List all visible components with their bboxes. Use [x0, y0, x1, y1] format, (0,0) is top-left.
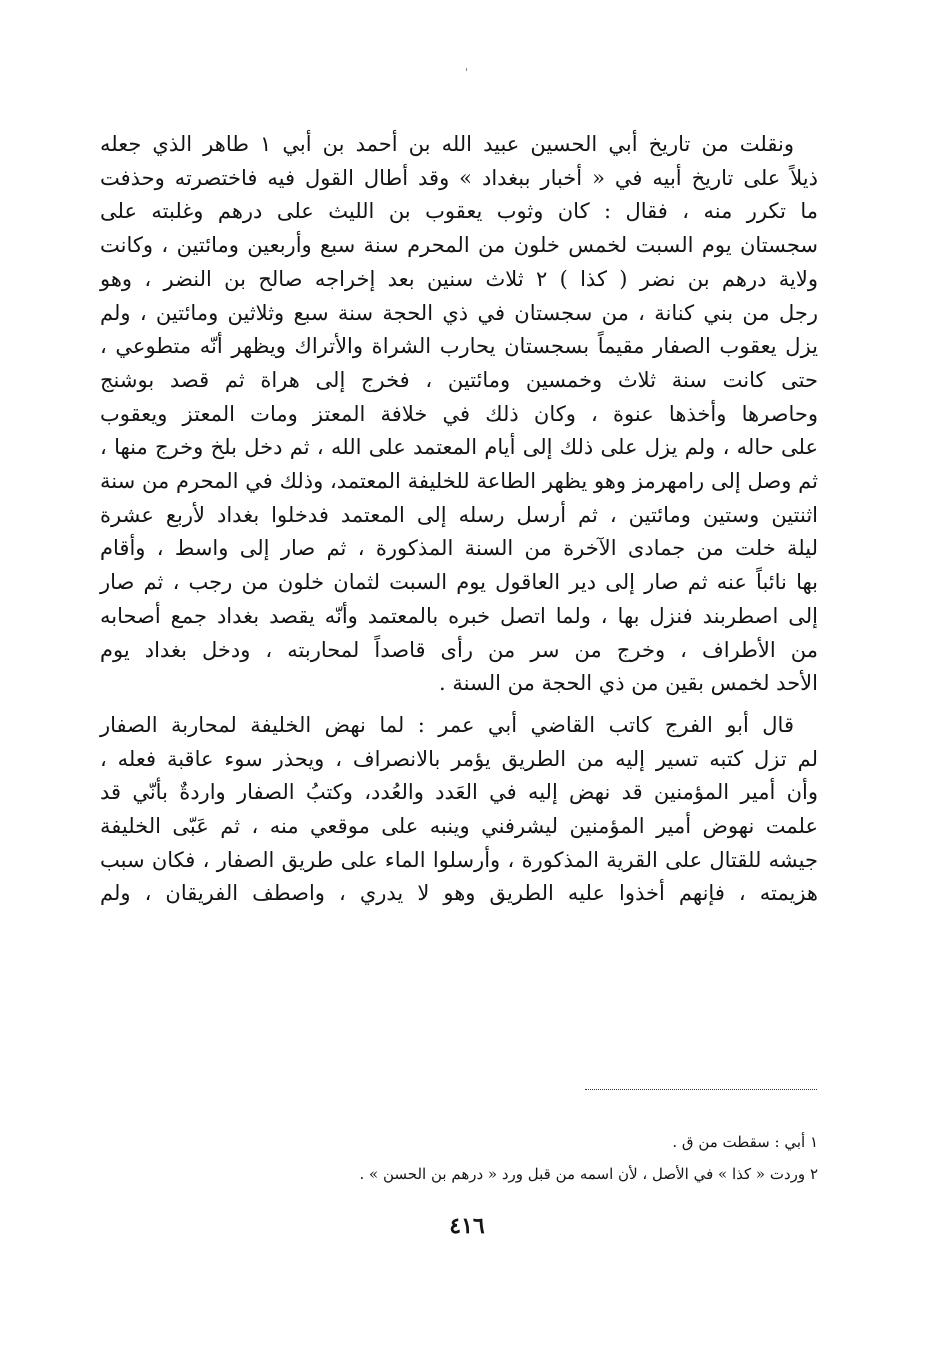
- paragraph-2: [100, 709, 818, 911]
- text-line: بها نائباً عنه ثم صار إلى دير العاقول يوم السبت لثمان خلون من رجب ، ثم صار: [100, 570, 818, 595]
- text-line: وحاصرها وأخذها عنوة ، وكان ذلك في خلافة المعتز ومات المعتز ويعقوب: [100, 401, 818, 426]
- text-line: لم تزل كتبه تسير إليه من الطريق يؤمر بالانصراف ، ويحذر سوء عاقبة فعله ،: [100, 746, 818, 771]
- text-line: حتى كانت سنة ثلاث وخمسين ومائتين ، فخرج إلى هراة ثم قصد بوشنج: [100, 367, 818, 392]
- text-line: ثم وصل إلى رامهرمز وهو يظهر الطاعة للخليفة المعتمد، وذلك في المحرم من سنة: [100, 469, 818, 494]
- footnote-1: ١ أبي : سقطت من ق .: [672, 1133, 818, 1151]
- text-line: وأن أمير المؤمنين قد نهض إليه في العَدد والعُدد، وكتبُ الصفار واردةٌ بأنّي قد: [100, 780, 819, 805]
- text-line: من الأطراف ، وخرج من سر من رأى قاصداً لمحاربته ، ودخل بغداد يوم: [100, 637, 818, 662]
- footnote-divider: [585, 1089, 817, 1090]
- text-line: ونقلت من تاريخ أبي الحسين عبيد الله بن أحمد بن أبي ١ طاهر الذي جعله: [100, 132, 794, 156]
- text-line: رجل من بني كنانة ، من سجستان في ذي الحجة سنة سبع وثلاثين ومائتين ، ولم: [100, 300, 818, 325]
- text-line: إلى اصطربند فنزل بها ، ولما اتصل خبره بالمعتمد وأنّه يقصد بغداد جمع أصحابه: [100, 603, 818, 628]
- main-text: [100, 128, 818, 911]
- text-line: اثنتين وستين ومائتين ، ثم أرسل رسله إلى المعتمد فدخلوا بغداد لأربع عشرة: [100, 502, 818, 527]
- text-line: هزيمته ، فإنهم أخذوا عليه الطريق وهو لا يدري ، واصطف الفريقان ، ولم: [100, 881, 818, 906]
- paragraph-1: [100, 128, 818, 701]
- footnotes: [258, 1126, 818, 1190]
- text-line: على حاله ، ولم يزل على ذلك إلى أيام المعتمد على الله ، ثم دخل بلخ وخرج منها ،: [100, 435, 818, 460]
- text-line: ذيلاً على تاريخ أبيه في « أخبار ببغداد » وقد أطال القول فيه فاختصرته وحذفت: [100, 165, 818, 190]
- page-number: ٤١٦: [449, 1213, 485, 1239]
- text-line: ليلة خلت من جمادى الآخرة من السنة المذكورة ، ثم صار إلى واسط ، وأقام: [100, 536, 818, 561]
- text-line: ما تكرر منه ، فقال : كان وثوب يعقوب بن الليث على درهم وغلبته على: [100, 199, 818, 224]
- text-line: جيشه للقتال على القرية المذكورة ، وأرسلوا الماء على طريق الصفار ، فكان سبب: [100, 847, 818, 872]
- text-line: ولاية درهم بن نضر ( كذا ) ٢ ثلاث سنين بعد إخراجه صالح بن النضر ، وهو: [100, 266, 818, 291]
- text-line: يزل يعقوب الصفار مقيماً بسجستان يحارب الشراة والأتراك ويظهر أنّه متطوعي ،: [100, 334, 818, 359]
- footnote-2: ٢ وردت « كذا » في الأصل ، لأن اسمه من قبل ورد « درهم بن الحسن » .: [359, 1165, 818, 1183]
- text-line: علمت نهوض أمير المؤمنين ليشرفني وينبه على موقعي منه ، ثم عَبّى الخليفة: [100, 814, 818, 839]
- text-line: الأحد لخمس بقين من ذي الحجة من السنة .: [439, 671, 818, 696]
- text-line: سجستان يوم السبت لخمس خلون من المحرم سنة سبع وأربعين ومائتين ، وكانت: [100, 233, 818, 258]
- text-line: قال أبو الفرج كاتب القاضي أبي عمر : لما نهض الخليفة لمحاربة الصفار: [100, 712, 794, 737]
- page-top-mark: [466, 68, 467, 71]
